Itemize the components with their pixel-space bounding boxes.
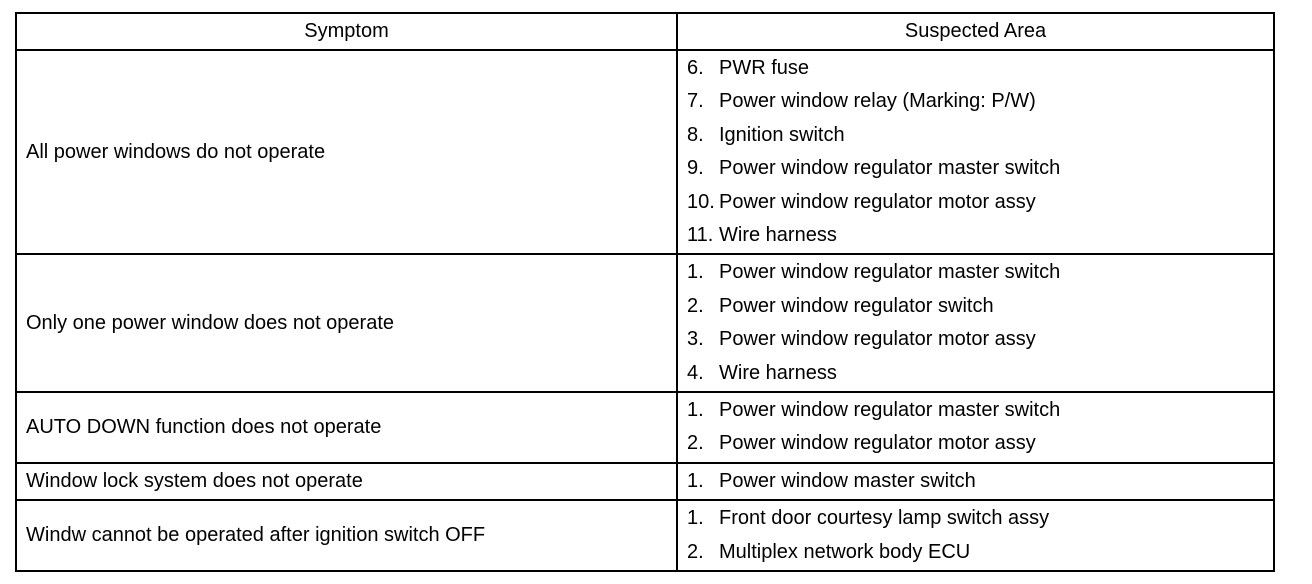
item-number: 1. [687, 469, 704, 492]
item-text: Multiplex network body ECU [719, 540, 971, 563]
item-text: Power window regulator motor assy [719, 432, 1036, 455]
item-number: 7. [687, 90, 704, 113]
suspected-area-cell [677, 500, 1274, 571]
item-text: Wire harness [719, 361, 837, 384]
item-number: 8. [687, 123, 704, 146]
list-item [687, 290, 1273, 323]
item-number: 10. [687, 190, 715, 213]
symptom-cell: Only one power window does not operate [16, 254, 677, 392]
symptom-cell: Windw cannot be operated after ignition switch OFF [16, 500, 677, 571]
table-header [16, 13, 1274, 50]
problem-symptoms-table [15, 12, 1275, 572]
table-row [16, 50, 1274, 254]
item-text: Front door courtesy lamp switch assy [719, 507, 1050, 530]
list-item [687, 85, 1273, 118]
item-text: Power window relay (Marking: P/W) [719, 90, 1036, 113]
suspected-area-list [687, 256, 1273, 390]
item-number: 1. [687, 399, 704, 422]
item-number: 9. [687, 157, 704, 180]
list-item [687, 357, 1273, 390]
list-item [687, 256, 1273, 289]
item-number: 1. [687, 261, 704, 284]
list-item [687, 186, 1273, 219]
list-item [687, 394, 1273, 427]
list-item [687, 502, 1273, 535]
item-text: Power window regulator master switch [719, 261, 1061, 284]
list-item [687, 219, 1273, 252]
table-row [16, 500, 1274, 571]
item-text: Ignition switch [719, 123, 845, 146]
item-text: Power window regulator motor assy [719, 190, 1036, 213]
suspected-area-list [687, 502, 1273, 569]
item-text: Power window regulator motor assy [719, 328, 1036, 351]
suspected-area-list [687, 394, 1273, 461]
suspected-area-column-header: Suspected Area [677, 13, 1274, 50]
table-row [16, 463, 1274, 500]
item-number: 1. [687, 507, 704, 530]
table-row [16, 254, 1274, 392]
item-text: Power window regulator switch [719, 294, 994, 317]
item-text: PWR fuse [719, 57, 810, 79]
item-text: Power window regulator master switch [719, 399, 1061, 422]
header-row [16, 13, 1274, 50]
suspected-area-cell [677, 392, 1274, 463]
item-text: Power window regulator master switch [719, 157, 1061, 180]
item-number: 6. [687, 57, 704, 79]
list-item [687, 427, 1273, 460]
list-item [687, 323, 1273, 356]
suspected-area-cell [677, 463, 1274, 500]
list-item [687, 536, 1273, 569]
list-item [687, 152, 1273, 185]
suspected-area-list [687, 465, 1273, 498]
item-number: 11. [687, 224, 714, 247]
item-number: 3. [687, 328, 704, 351]
item-text: Power window master switch [719, 469, 976, 492]
suspected-area-list [687, 52, 1273, 252]
list-item [687, 465, 1273, 498]
item-number: 2. [687, 432, 704, 455]
symptom-cell: All power windows do not operate [16, 50, 677, 254]
table-row [16, 392, 1274, 463]
symptom-cell: Window lock system does not operate [16, 463, 677, 500]
list-item [687, 52, 1273, 85]
item-text: Wire harness [719, 224, 837, 247]
list-item [687, 119, 1273, 152]
item-number: 2. [687, 540, 704, 563]
table-body [16, 50, 1274, 571]
suspected-area-cell [677, 254, 1274, 392]
suspected-area-cell [677, 50, 1274, 254]
symptom-cell: AUTO DOWN function does not operate [16, 392, 677, 463]
symptom-column-header: Symptom [16, 13, 677, 50]
item-number: 2. [687, 294, 704, 317]
item-number: 4. [687, 361, 704, 384]
